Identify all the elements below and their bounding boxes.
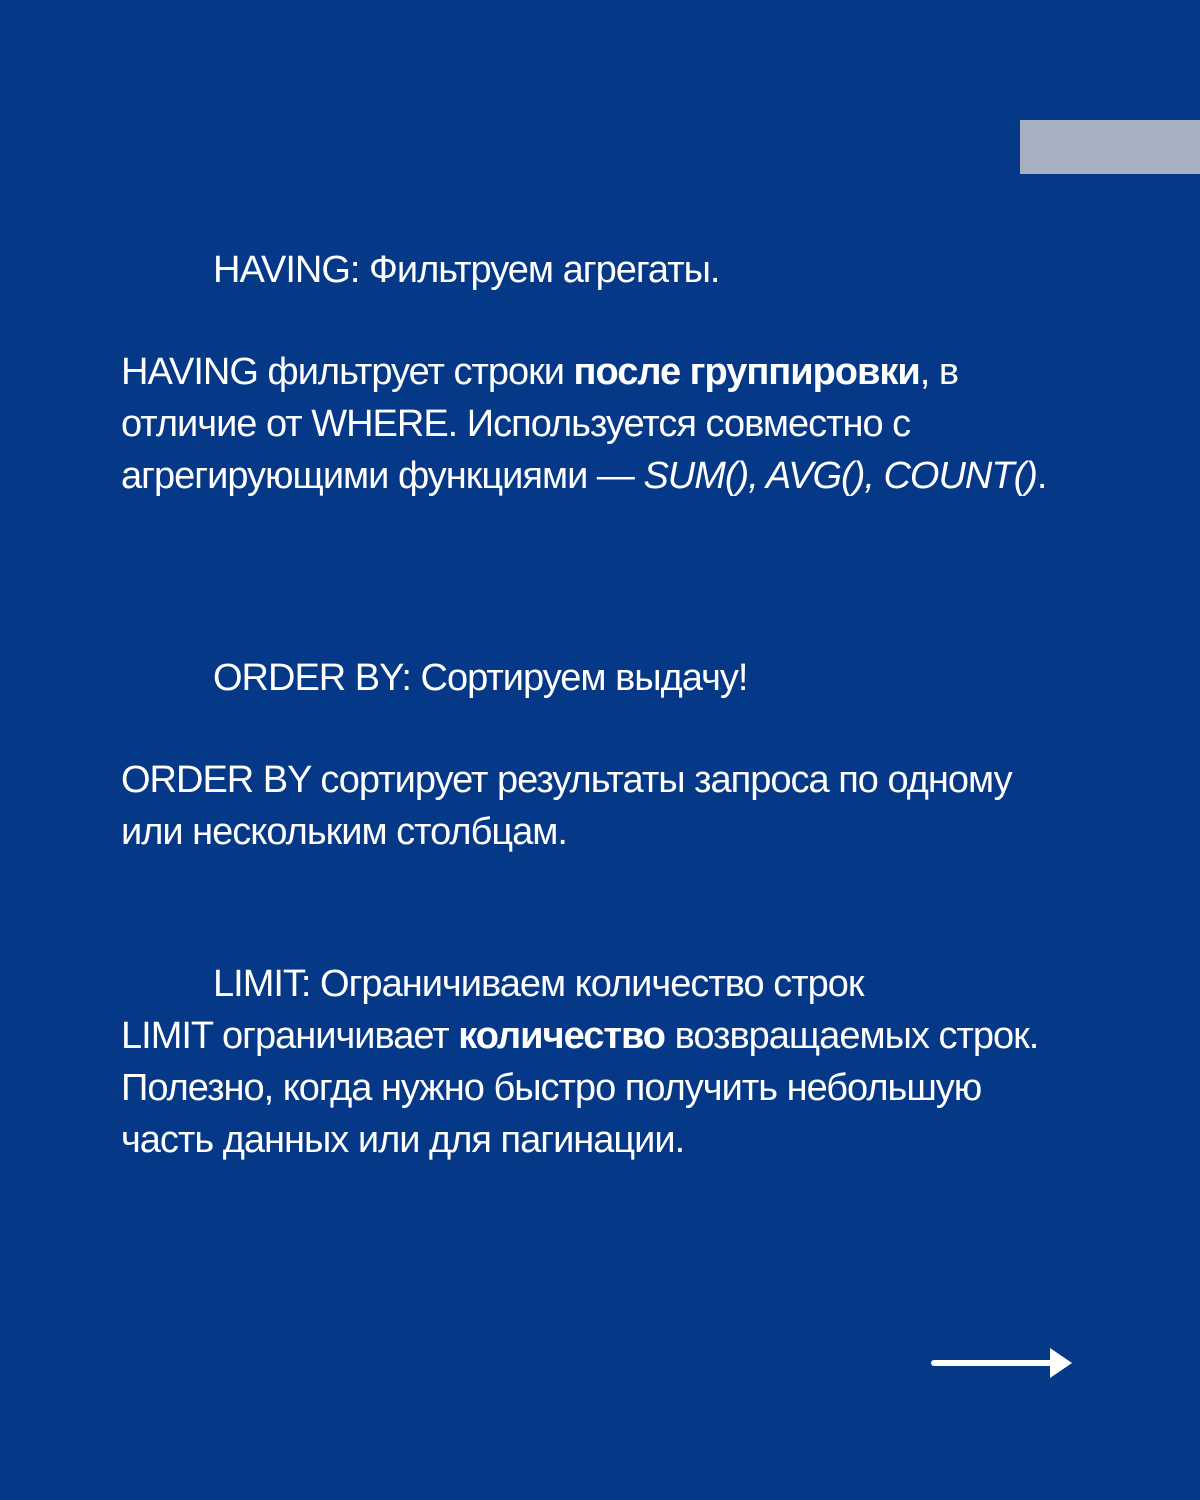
limit-heading: LIMIT: Ограничиваем количество строк bbox=[213, 963, 864, 1005]
having-paragraph bbox=[121, 346, 1081, 502]
limit-text: LIMIT ограничивает bbox=[121, 1015, 459, 1057]
having-text: HAVING фильтрует строки bbox=[121, 351, 574, 393]
limit-bold: количество bbox=[458, 1015, 666, 1057]
having-text: . bbox=[1036, 455, 1047, 497]
order-by-paragraph: ORDER BY сортирует результаты запроса по одному или нескольким столбцам. bbox=[121, 759, 1012, 853]
having-heading: HAVING: Фильтруем агрегаты. bbox=[213, 249, 720, 291]
order-by-heading: ORDER BY: Сортируем выдачу! bbox=[213, 657, 748, 699]
having-functions: SUM(), AVG(), COUNT() bbox=[643, 455, 1037, 497]
having-text: , в отличие от WHERE. Используется совместно с агрегирующими функциями — bbox=[121, 351, 959, 497]
limit-text: возвращаемых строк. Полезно, когда нужно быстро получить небольшую часть данных или для пагинации. bbox=[121, 1015, 1039, 1161]
arrow-right-icon[interactable] bbox=[930, 1344, 1076, 1382]
decorative-bar bbox=[1020, 120, 1200, 174]
limit-paragraph bbox=[121, 1010, 1081, 1166]
having-bold: после группировки bbox=[573, 351, 920, 393]
